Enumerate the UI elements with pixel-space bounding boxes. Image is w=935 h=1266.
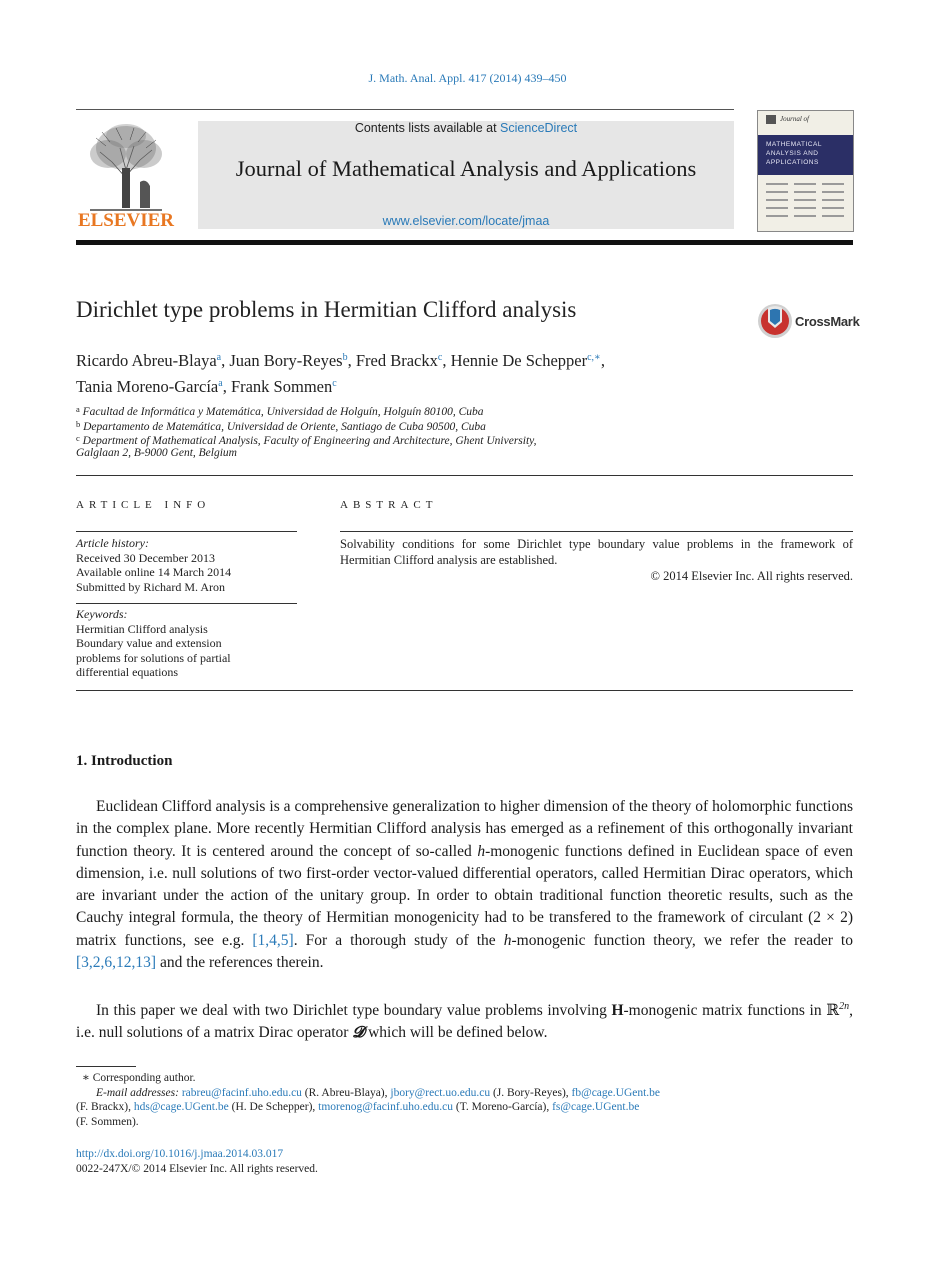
paper-title: Dirichlet type problems in Hermitian Clifford analysis [76,297,577,322]
intro-paragraph-1: Euclidean Clifford analysis is a comprehensive generalization to higher dimension of the theory of holomorphic functions in the complex plane. More recently Hermitian Clifford analysis has emerged as a refinement of this orthogonally invariant function theory. It is centered around the concept of so-called h-monogenic functions defined in Euclidean space of even dimension, i.e. null solutions of two first-order vector-valued differential operators, called Hermitian Dirac operators, which are invariant under the action of the unitary group. In order to obtain traditional function theoretic results, such as the Cauchy integral formula, the theory of Hermitian monogenicity had to be transfered to the framework of circulant (2 × 2) matrix functions, see e.g. [1,4,5]. For a thorough study of the h-monogenic function theory, we refer the reader to [3,2,6,12,13] and the references therein. [76,798,853,972]
email-owner: (F. Brackx), [76,1101,134,1114]
email-line [76,1086,853,1101]
author-name[interactable]: Frank Sommen [230,377,333,396]
author-affiliation-marker[interactable]: c [332,378,337,389]
author-name[interactable]: Fred Brackx [355,351,438,370]
section-rule [76,690,853,691]
keywords-label: Keywords: [76,607,128,621]
article-info-heading: ARTICLE INFO [76,499,211,511]
journal-cover-thumbnail [757,110,854,232]
email-link[interactable]: fb@cage.UGent.be [571,1086,661,1099]
abstract-text [340,536,853,584]
issn-copyright: 0022-247X/© 2014 Elsevier Inc. All rights reserved. [76,1162,318,1175]
header-thick-rule [76,240,853,245]
affiliation-text: Galglaan 2, B-9000 Gent, Belgium [76,446,237,459]
email-owner: (J. Bory-Reyes), [490,1086,572,1099]
article-footer [76,1147,676,1176]
author-affiliation-marker[interactable]: c [437,352,443,363]
author-separator: , [222,377,231,396]
affiliation-text: Departamento de Matemática, Universidad de Oriente, Santiago de Cuba 90500, Cuba [83,420,486,433]
submitted-by: Submitted by Richard M. Aron [76,579,225,594]
journal-url-link[interactable]: www.elsevier.com/locate/jmaa [382,214,550,228]
email-link[interactable]: tmorenog@facinf.uho.edu.cu [318,1101,453,1114]
author-name[interactable]: Tania Moreno-García [76,377,219,396]
keyword-line: Hermitian Clifford analysis [76,621,208,636]
reference-link[interactable]: [3,2,6,12,13] [76,954,157,972]
author-affiliation-marker[interactable]: b [342,352,348,363]
email-line-end: (F. Sommen). [76,1115,139,1128]
section-heading-introduction: 1. Introduction [76,753,173,769]
author-affiliation-marker[interactable]: c,∗ [587,352,601,363]
email-link[interactable]: rabreu@facinf.uho.edu.cu [181,1086,302,1099]
email-line [76,1100,853,1115]
doi-link[interactable]: http://dx.doi.org/10.1016/j.jmaa.2014.03.017 [76,1148,284,1160]
email-owner: (T. Moreno-García), [452,1101,553,1114]
keywords-rule [76,603,297,604]
abstract-copyright: © 2014 Elsevier Inc. All rights reserved. [650,569,853,583]
reference-link[interactable]: [1,4,5] [252,931,294,949]
crossmark-label[interactable]: CrossMark [795,314,860,329]
affiliation-marker: a [76,404,80,414]
author-name[interactable]: Hennie De Schepper [450,351,588,370]
affiliation-marker: c [76,433,80,443]
affiliation [76,446,776,461]
received-date: Received 30 December 2013 [76,550,215,565]
keyword-line: differential equations [76,665,179,679]
keyword-line: problems for solutions of partial [76,650,231,665]
author-line [76,346,836,372]
journal-title: Journal of Mathematical Analysis and Applications [235,156,697,181]
keywords-block [76,607,306,680]
abstract-body: Solvability conditions for some Dirichlet type boundary value problems in the framework of Hermitian Clifford analysis are established. [340,537,853,567]
publisher-logo-text: ELSEVIER [77,210,175,231]
cover-title-small: Journal of [780,115,809,123]
affiliation-text: Facultad de Informática y Matemática, Universidad de Holguín, Holguín 80100, Cuba [82,406,484,418]
author-separator: , [347,351,356,370]
contents-line [198,121,734,135]
sciencedirect-link[interactable]: ScienceDirect [500,121,578,135]
affiliation-text: Department of Mathematical Analysis, Faculty of Engineering and Architecture, Ghent University, [82,435,537,447]
cover-logo-icon [766,115,776,124]
corresponding-author-note: ∗ Corresponding author. [82,1072,196,1084]
author-separator: , [600,351,605,370]
email-label: E-mail addresses: [96,1086,179,1099]
affiliation-marker: b [76,418,81,429]
cover-title-line: ANALYSIS AND [766,150,819,157]
article-info-rule [76,531,297,532]
author-affiliation-marker[interactable]: a [216,352,222,363]
email-link[interactable]: fs@cage.UGent.be [552,1101,640,1114]
keyword-line: Boundary value and extension [76,636,222,650]
cover-title-line: APPLICATIONS [766,159,819,166]
author-separator: , [442,351,451,370]
author-name[interactable]: Ricardo Abreu-Blaya [76,351,217,370]
online-date: Available online 14 March 2014 [76,565,232,579]
crossmark-icon[interactable] [756,302,794,340]
article-history [76,536,306,594]
history-label: Article history: [76,536,149,550]
abstract-heading: ABSTRACT [340,499,438,511]
footnotes [76,1071,853,1129]
intro-paragraph-2: In this paper we deal with two Dirichlet type boundary value problems involving H-monogenic matrix functions in ℝ$^{2n}$, i.e. null solutions of a matrix Dirac operator 𝓓 which will be defined below. [76,1001,853,1042]
author-list [76,346,836,398]
author-line [76,372,836,398]
footnote-rule [76,1066,136,1067]
abstract-rule [340,531,853,532]
cover-title-band [758,135,853,175]
section-rule [76,475,853,476]
email-link[interactable]: jbory@rect.uo.edu.cu [390,1086,491,1099]
author-affiliation-marker[interactable]: a [218,378,223,389]
cover-title-line: MATHEMATICAL [766,141,822,148]
journal-citation[interactable]: J. Math. Anal. Appl. 417 (2014) 439–450 [368,71,567,85]
email-owner: (R. Abreu-Blaya), [301,1086,391,1099]
contents-prefix: Contents lists available at [354,121,501,135]
header-rule [76,109,734,110]
email-link[interactable]: hds@cage.UGent.be [133,1101,229,1114]
author-separator: , [221,351,230,370]
email-owner: (H. De Schepper), [228,1101,319,1114]
author-name[interactable]: Juan Bory-Reyes [229,351,343,370]
